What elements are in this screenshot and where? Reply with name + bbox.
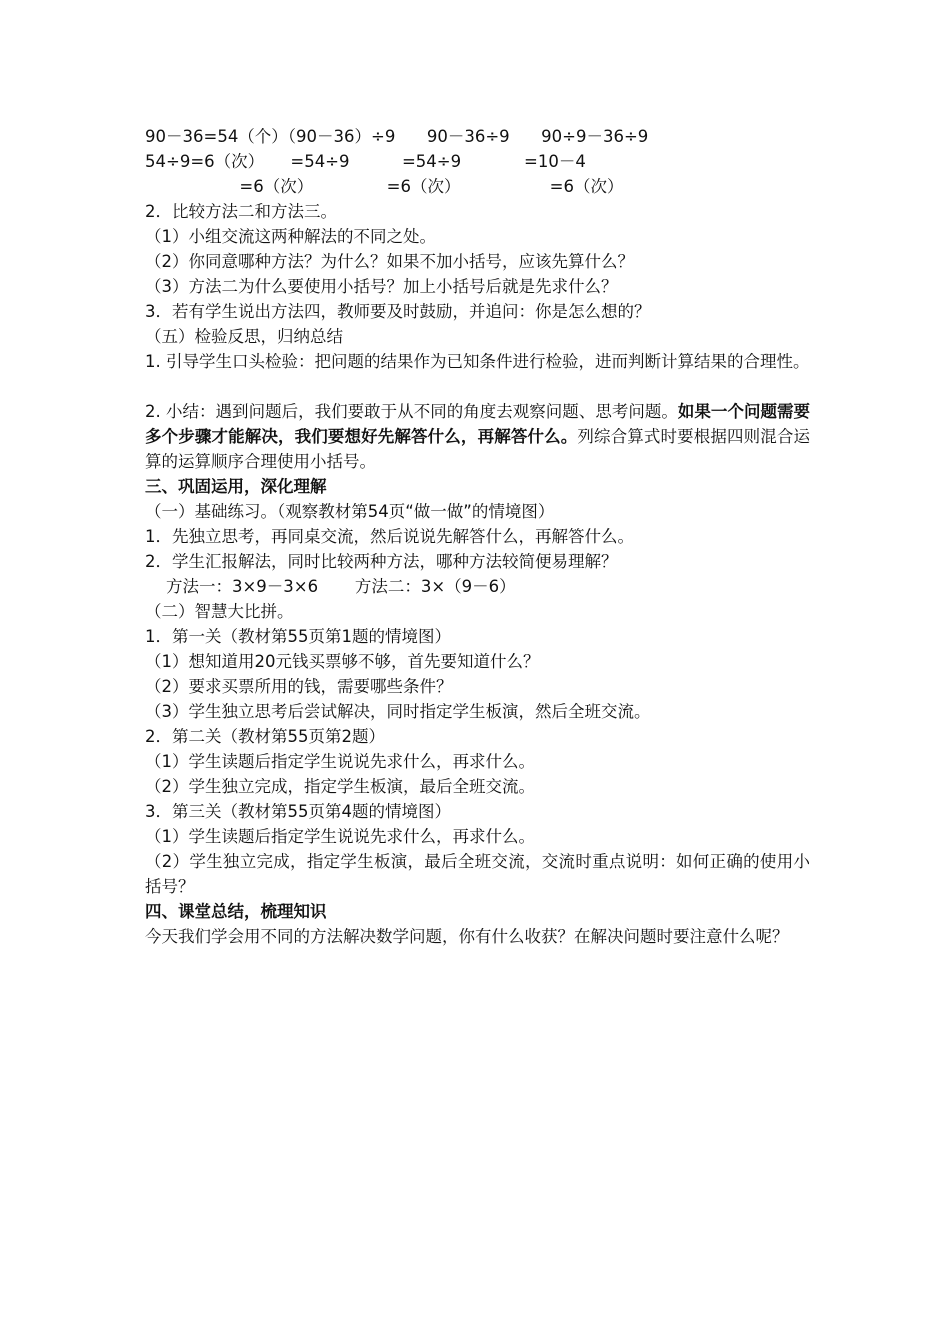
calc-row-3: =6（次） =6（次） =6（次） [145,177,624,196]
text-line: （3）方法二为什么要使用小括号？加上小括号后就是先求什么？ [145,277,618,296]
text-line: （2）学生独立完成，指定学生板演，最后全班交流。 [145,777,535,796]
text-line: 1．第一关（教材第55页第1题的情境图） [145,627,451,646]
text-line: （1）小组交流这两种解法的不同之处。 [145,227,436,246]
text-line: （二）智慧大比拼。 [145,602,294,621]
text-line: （2）你同意哪种方法？为什么？如果不加小括号，应该先算什么？ [145,252,634,271]
paragraph-closing: 今天我们学会用不同的方法解决数学问题，你有什么收获？在解决问题时要注意什么呢？ [145,927,789,946]
paragraph-check: 1. 引导学生口头检验：把问题的结果作为已知条件进行检验，进而判断计算结果的合理性。 [145,352,810,371]
text-line: 3．若有学生说出方法四，教师要及时鼓励，并追问：你是怎么想的？ [145,302,651,321]
calc-row-2: 54÷9=6（次） =54÷9 =54÷9 =10－4 [145,152,586,171]
text-line: （2）要求买票所用的钱，需要哪些条件？ [145,677,453,696]
text-line: 2．比较方法二和方法三。 [145,202,337,221]
summary-pre: 2. 小结：遇到问题后，我们要敢于从不同的角度去观察问题、思考问题。 [145,402,678,421]
section-heading-4: 四、课堂总结，梳理知识 [145,902,327,921]
paragraph-summary [145,399,810,474]
subsection-heading: （五）检验反思，归纳总结 [145,327,343,346]
section-heading-3: 三、巩固运用，深化理解 [145,477,327,496]
text-line: （3）学生独立思考后尝试解决，同时指定学生板演，然后全班交流。 [145,702,651,721]
text-line: （一）基础练习。（观察教材第54页“做一做”的情境图） [145,502,555,521]
paragraph-exercise: （2）学生独立完成，指定学生板演，最后全班交流，交流时重点说明：如何正确的使用小括号？ [145,852,810,896]
text-line: 2．学生汇报解法，同时比较两种方法，哪种方法较简便易理解？ [145,552,618,571]
text-line: （1）想知道用20元钱买票够不够，首先要知道什么？ [145,652,540,671]
summary-post: 列综合算式时要根据四则混合运算的运算顺序合理使用小括号。 [145,427,811,471]
method-line: 方法一：3×9－3×6 方法二：3×（9－6） [145,577,516,596]
calc-row-1: 90－36=54（个）（90－36）÷9 90－36÷9 90÷9－36÷9 [145,127,649,146]
text-line: 2．第二关（教材第55页第2题） [145,727,385,746]
text-line: （1）学生读题后指定学生说说先求什么，再求什么。 [145,827,535,846]
text-line: 1．先独立思考，再同桌交流，然后说说先解答什么，再解答什么。 [145,527,634,546]
text-line: 3．第三关（教材第55页第4题的情境图） [145,802,451,821]
text-line: （1）学生读题后指定学生说说先求什么，再求什么。 [145,752,535,771]
summary-bold: 如果一个问题需要多个步骤才能解决，我们要想好先解答什么，再解答什么。 [145,402,810,446]
